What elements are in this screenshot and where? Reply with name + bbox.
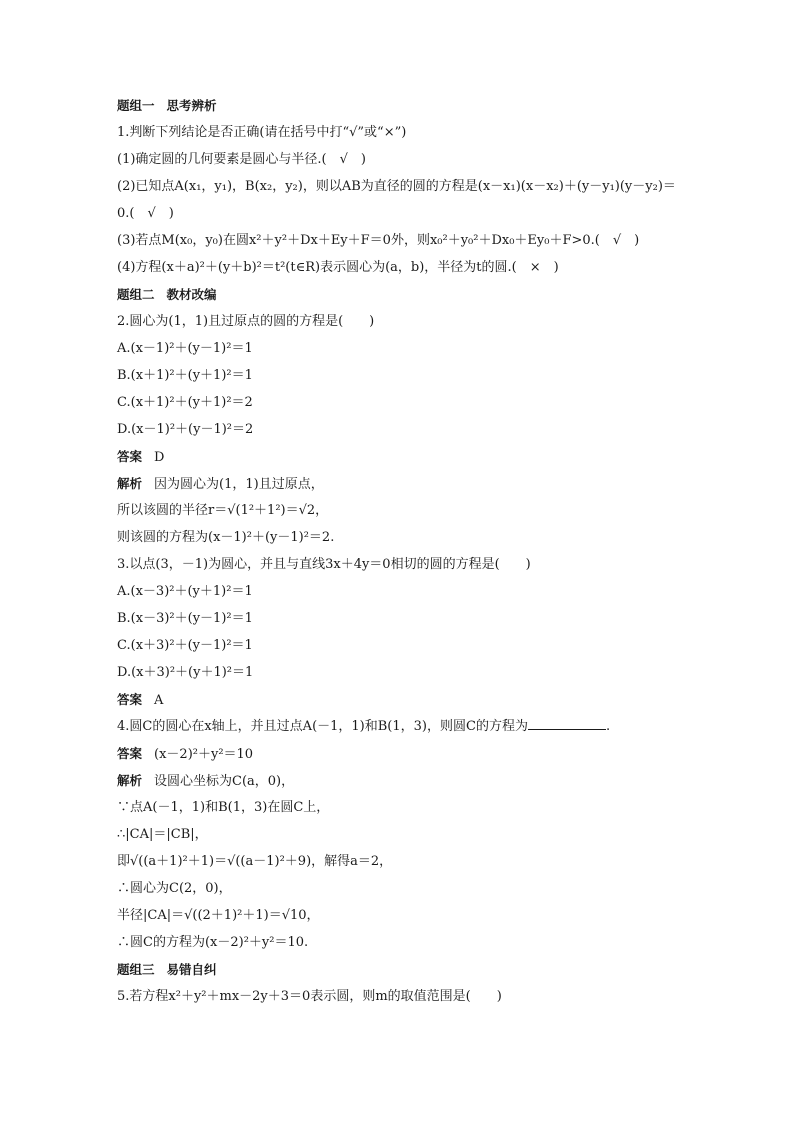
line-label: 题组三 <box>117 962 155 977</box>
line-text: B.(x－3)²＋(y－1)²＝1 <box>117 611 253 626</box>
line-label: 题组二 <box>117 287 155 302</box>
line-text: 易错自纠 <box>166 962 217 977</box>
text-line <box>117 173 677 200</box>
line-end-punct: . <box>605 719 611 734</box>
line-text: (1)确定圆的几何要素是圆心与半径.( √ ) <box>117 152 366 167</box>
line-text: 思考辨析 <box>166 98 217 113</box>
line-text: C.(x＋1)²＋(y＋1)²＝2 <box>117 395 253 410</box>
line-text: A <box>154 693 164 708</box>
text-line <box>117 389 677 416</box>
text-line <box>117 659 677 686</box>
text-line <box>117 200 677 227</box>
line-text: 因为圆心为(1，1)且过原点， <box>154 477 324 492</box>
line-text: 4.圆C的圆心在x轴上，并且过点A(－1，1)和B(1，3)，则圆C的方程为 <box>117 719 528 734</box>
line-text: A.(x－3)²＋(y＋1)²＝1 <box>117 584 253 599</box>
line-text: B.(x＋1)²＋(y＋1)²＝1 <box>117 368 253 383</box>
text-line <box>117 848 677 875</box>
line-text: A.(x－1)²＋(y－1)²＝1 <box>117 341 253 356</box>
text-line <box>117 983 677 1010</box>
text-line <box>117 605 677 632</box>
line-text: (2)已知点A(x₁，y₁)，B(x₂，y₂)，则以AB为直径的圆的方程是(x－x₁)(x－x₂)＋(y－y₁)(y－y₂)＝ <box>117 179 676 194</box>
section-heading-line <box>117 686 677 713</box>
text-line <box>117 227 677 254</box>
line-text: D.(x－1)²＋(y－1)²＝2 <box>117 422 254 437</box>
section-heading-line <box>117 281 677 308</box>
line-text: ∴|CA|＝|CB|， <box>117 827 208 842</box>
section-heading-line <box>117 767 677 794</box>
text-line <box>117 524 677 551</box>
text-line <box>117 929 677 956</box>
text-line <box>117 362 677 389</box>
text-line <box>117 254 677 281</box>
section-heading-line <box>117 956 677 983</box>
text-line <box>117 119 677 146</box>
text-line <box>117 497 677 524</box>
line-text: C.(x＋3)²＋(y－1)²＝1 <box>117 638 253 653</box>
text-line <box>117 335 677 362</box>
line-text: 2.圆心为(1，1)且过原点的圆的方程是( ) <box>117 314 375 329</box>
line-text: 即√((a＋1)²＋1)＝√((a－1)²＋9)，解得a＝2， <box>117 854 393 869</box>
line-text: 所以该圆的半径r＝√(1²＋1²)＝√2， <box>117 503 329 518</box>
section-heading-line <box>117 740 677 767</box>
text-line <box>117 146 677 173</box>
line-text: (x－2)²＋y²＝10 <box>154 747 254 762</box>
line-label: 答案 <box>117 746 143 761</box>
fill-in-question-line <box>117 713 677 740</box>
line-text: (4)方程(x＋a)²＋(y＋b)²＝t²(t∈R)表示圆心为(a，b)，半径为t的圆.( × ) <box>117 260 559 275</box>
text-line <box>117 875 677 902</box>
line-label: 答案 <box>117 692 143 707</box>
text-line <box>117 794 677 821</box>
text-line <box>117 902 677 929</box>
line-text: 教材改编 <box>166 287 217 302</box>
document-page <box>117 92 677 1010</box>
line-text: 则该圆的方程为(x－1)²＋(y－1)²＝2. <box>117 530 335 545</box>
text-line <box>117 632 677 659</box>
line-label: 答案 <box>117 449 143 464</box>
text-line <box>117 551 677 578</box>
line-label: 题组一 <box>117 98 155 113</box>
text-line <box>117 821 677 848</box>
text-line <box>117 416 677 443</box>
section-heading-line <box>117 92 677 119</box>
section-heading-line <box>117 443 677 470</box>
section-heading-line <box>117 470 677 497</box>
line-label: 解析 <box>117 773 143 788</box>
line-text: 3.以点(3，－1)为圆心，并且与直线3x＋4y＝0相切的圆的方程是( ) <box>117 557 531 572</box>
line-text: D.(x＋3)²＋(y＋1)²＝1 <box>117 665 254 680</box>
text-line <box>117 308 677 335</box>
line-text: 0.( √ ) <box>117 206 174 221</box>
line-text: D <box>154 450 165 465</box>
line-text: 半径|CA|＝√((2＋1)²＋1)＝√10， <box>117 908 320 923</box>
line-text: ∴圆C的方程为(x－2)²＋y²＝10. <box>117 935 309 950</box>
line-text: 1.判断下列结论是否正确(请在括号中打“√”或“×”) <box>117 125 407 140</box>
answer-blank[interactable] <box>528 715 606 730</box>
text-line <box>117 578 677 605</box>
line-label: 解析 <box>117 476 143 491</box>
line-text: 5.若方程x²＋y²＋mx－2y＋3＝0表示圆，则m的取值范围是( ) <box>117 989 502 1004</box>
line-text: 设圆心坐标为C(a，0)， <box>154 774 295 789</box>
line-text: ∴圆心为C(2，0)， <box>117 881 232 896</box>
line-text: (3)若点M(x₀，y₀)在圆x²＋y²＋Dx＋Ey＋F＝0外，则x₀²＋y₀²＋Dx₀＋Ey₀＋F>0.( √ ) <box>117 233 640 248</box>
line-text: ∵点A(－1，1)和B(1，3)在圆C上， <box>117 800 330 815</box>
